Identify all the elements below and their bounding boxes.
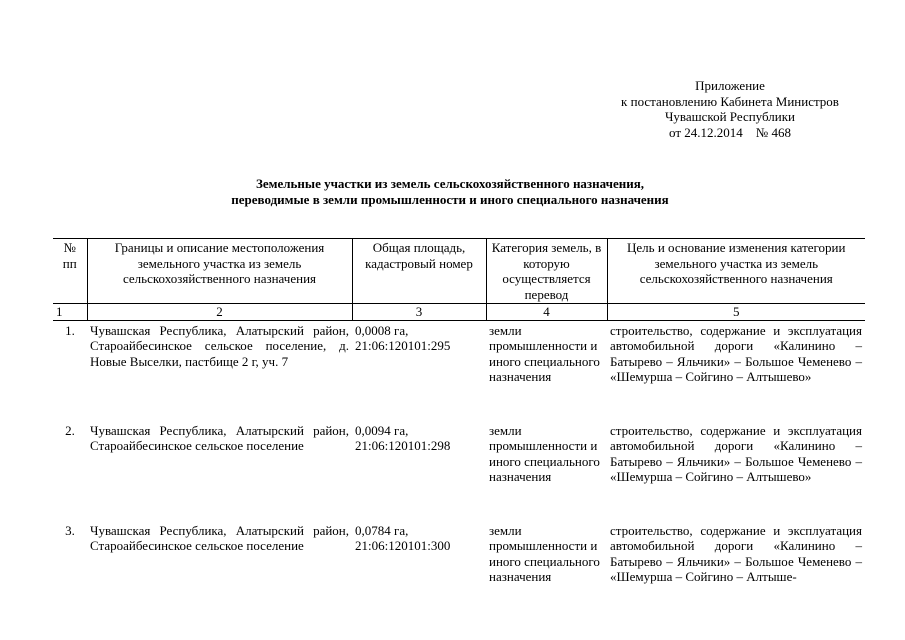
header-area: Общая площадь, кадастровый номер (352, 239, 486, 304)
row-area-cadastral (352, 521, 486, 621)
row-cadastral-number: 21:06:120101:300 (355, 538, 451, 553)
row-number: 2. (65, 422, 75, 438)
table-row (53, 421, 865, 521)
column-number: 5 (607, 304, 865, 321)
table-row (53, 521, 865, 621)
column-number-row (53, 304, 865, 321)
row-number: 1. (65, 322, 75, 338)
row-area: 0,0008 га, (355, 322, 409, 338)
appendix-line: Приложение (695, 78, 765, 93)
appendix-date-line: от 24.12.2014 № 468 (669, 124, 791, 140)
row-location: Чувашская Республика, Алатырский район, Староайбесинское сельское поселение (90, 522, 349, 553)
land-plots-table (53, 238, 865, 621)
row-cadastral-number: 21:06:120101:295 (355, 338, 451, 353)
appendix-header (560, 78, 900, 140)
document-title (150, 176, 750, 207)
row-cadastral-number: 21:06:120101:298 (355, 438, 451, 453)
row-category: земли промышленности и иного специального назначения (489, 422, 600, 484)
column-number: 1 (53, 304, 87, 321)
column-number: 4 (486, 304, 607, 321)
document-title-line: Земельные участки из земель сельскохозяйственного назначения, (256, 176, 644, 191)
header-category: Категория земель, в которую осуществляется перевод (486, 239, 607, 304)
column-number: 2 (87, 304, 352, 321)
row-purpose: строительство, содержание и эксплуатация автомобильной дороги «Калинино – Батырево – Яльчики» – Большое Чеменево – «Шемурша – Сойгино – Алтышево» (610, 422, 862, 484)
row-location: Чувашская Республика, Алатырский район, Староайбесинское сельское поселение, д. Новые Выселки, пастбище 2 г, уч. 7 (90, 322, 349, 369)
row-purpose: строительство, содержание и эксплуатация автомобильной дороги «Калинино – Батырево – Яльчики» – Большое Чеменево – «Шемурша – Сойгино – Алтыше- (610, 522, 862, 584)
row-purpose: строительство, содержание и эксплуатация автомобильной дороги «Калинино – Батырево – Яльчики» – Большое Чеменево – «Шемурша – Сойгино – Алтышево» (610, 322, 862, 384)
header-location: Границы и описание местоположения земельного участка из земель сельскохозяйственного назначения (87, 239, 352, 304)
table-header-row (53, 239, 865, 304)
row-area: 0,0094 га, (355, 422, 409, 438)
appendix-line: Чувашской Республики (664, 109, 796, 124)
row-location: Чувашская Республика, Алатырский район, Староайбесинское сельское поселение (90, 422, 349, 453)
row-area: 0,0784 га, (355, 522, 409, 538)
row-category: земли промышленности и иного специального назначения (489, 322, 600, 384)
header-purpose: Цель и основание изменения категории земельного участка из земель сельскохозяйственного назначения (607, 239, 865, 304)
appendix-line: к постановлению Кабинета Министров (621, 93, 839, 109)
column-number: 3 (352, 304, 486, 321)
row-area-cadastral (352, 421, 486, 521)
header-number: № пп (53, 239, 87, 304)
row-area-cadastral (352, 320, 486, 421)
table-row (53, 320, 865, 421)
document-title-line: переводимые в земли промышленности и иного специального назначения (231, 191, 669, 207)
row-category: земли промышленности и иного специального назначения (489, 522, 600, 584)
row-number: 3. (65, 522, 75, 538)
